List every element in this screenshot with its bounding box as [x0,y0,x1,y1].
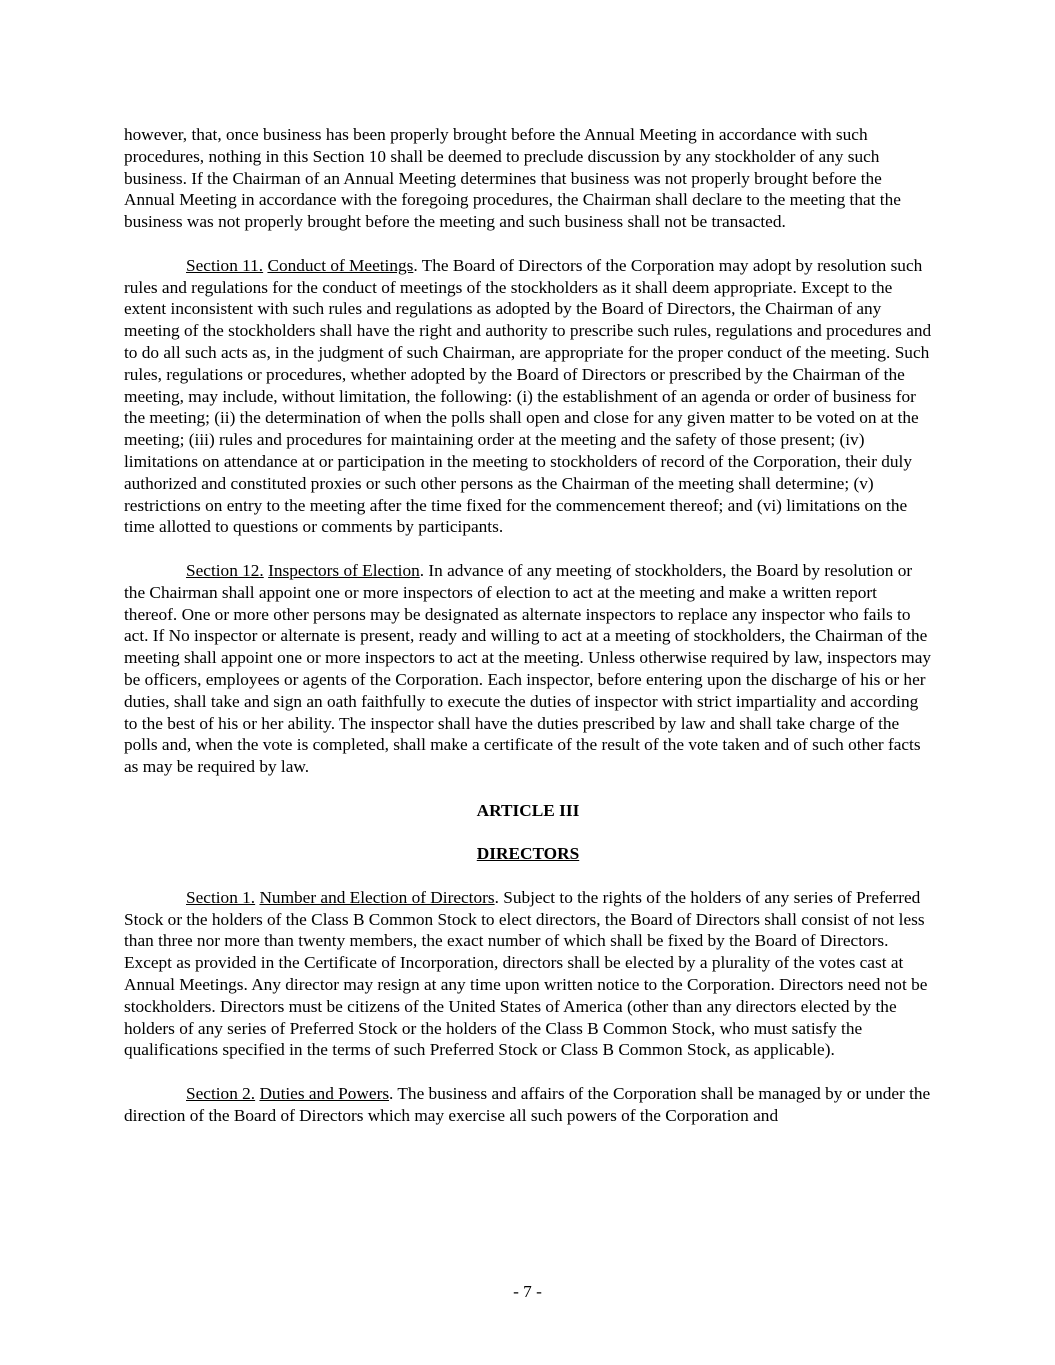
paragraph-article3-section-2 [124,1083,932,1127]
article-title: DIRECTORS [476,844,580,864]
section-1-title: Number and Election of Directors [259,887,495,907]
paragraph-section-11 [124,255,932,538]
document-page [124,124,932,1127]
section-1-body: . Subject to the rights of the holders of any series of Preferred Stock or the holders of the Class B Common Stock to elect directors, the Board of Directors shall consist of not less than three nor more than twenty members, the exact number of which shall be fixed by the Board of Directors. Except as provided in the Certificate of Incorporation, directors shall be elected by a plurality of the votes cast at Annual Meetings. Any director may resign at any time upon written notice to the Corporation. Directors need not be stockholders. Directors must be citizens of the United States of America (other than any directors elected by the holders of any series of Preferred Stock or the holders of the Class B Common Stock, who must satisfy the qualifications specified in the terms of such Preferred Stock or Class B Common Stock, as applicable). [124,887,928,1060]
article-heading: ARTICLE III [476,800,580,820]
section-2-body: . The business and affairs of the Corporation shall be managed by or under the direction of the Board of Directors which may exercise all such powers of the Corporation and [124,1084,931,1125]
section-2-title: Duties and Powers [259,1084,390,1104]
section-11-label: Section 11. [186,255,264,275]
section-11-title: Conduct of Meetings [267,255,414,275]
section-12-label: Section 12. [186,560,264,580]
section-12-title: Inspectors of Election [268,560,420,580]
section-12-body: . In advance of any meeting of stockholders, the Board by resolution or the Chairman shall appoint one or more inspectors of election to act at the meeting and make a written report thereof. One or more other persons may be designated as alternate inspectors to replace any inspector who fails to act. If No inspector or alternate is present, ready and willing to act at a meeting of stockholders, the Chairman of the meeting shall appoint one or more inspectors to act at the meeting. Unless otherwise required by law, inspectors may be officers, employees or agents of the Corporation. Each inspector, before entering upon the discharge of his or her duties, shall take and sign an oath faithfully to execute the duties of inspector with strict impartiality and according to the best of his or her ability. The inspector shall have the duties prescribed by law and shall take charge of the polls and, when the vote is completed, shall make a certificate of the result of the vote taken and of such other facts as may be required by law. [124,560,932,777]
paragraph-section-10-continued: however, that, once business has been properly brought before the Annual Meeting in accordance with such procedures, nothing in this Section 10 shall be deemed to preclude discussion by any stockholder of any such business. If the Chairman of an Annual Meeting determines that business was not properly brought before the Annual Meeting in accordance with the foregoing procedures, the Chairman shall declare to the meeting that the business was not properly brought before the meeting and such business shall not be transacted. [124,125,901,232]
section-11-body: . The Board of Directors of the Corporation may adopt by resolution such rules and regulations for the conduct of meetings of the stockholders as it shall deem appropriate. Except to the extent inconsistent with such rules and regulations as adopted by the Board of Directors, the Chairman of any meeting of the stockholders shall have the right and authority to prescribe such rules, regulations and procedures and to do all such acts as, in the judgment of such Chairman, are appropriate for the proper conduct of the meeting. Such rules, regulations or procedures, whether adopted by the Board of Directors or prescribed by the Chairman of the meeting, may include, without limitation, the following: (i) the establishment of an agenda or order of business for the meeting; (ii) the determination of when the polls shall open and close for any given matter to be voted on at the meeting; (iii) rules and procedures for maintaining order at the meeting and the safety of those present; (iv) limitations on attendance at or participation in the meeting to stockholders of record of the Corporation, their duly authorized and constituted proxies or such other persons as the Chairman of the meeting shall determine; (v) restrictions on entry to the meeting after the time fixed for the commencement thereof; and (vi) limitations on the time allotted to questions or comments by participants. [124,255,932,537]
section-1-label: Section 1. [186,887,256,907]
page-number: - 7 - [513,1282,542,1301]
paragraph-article3-section-1 [124,887,932,1061]
paragraph-section-12 [124,560,932,778]
section-2-label: Section 2. [186,1084,256,1104]
